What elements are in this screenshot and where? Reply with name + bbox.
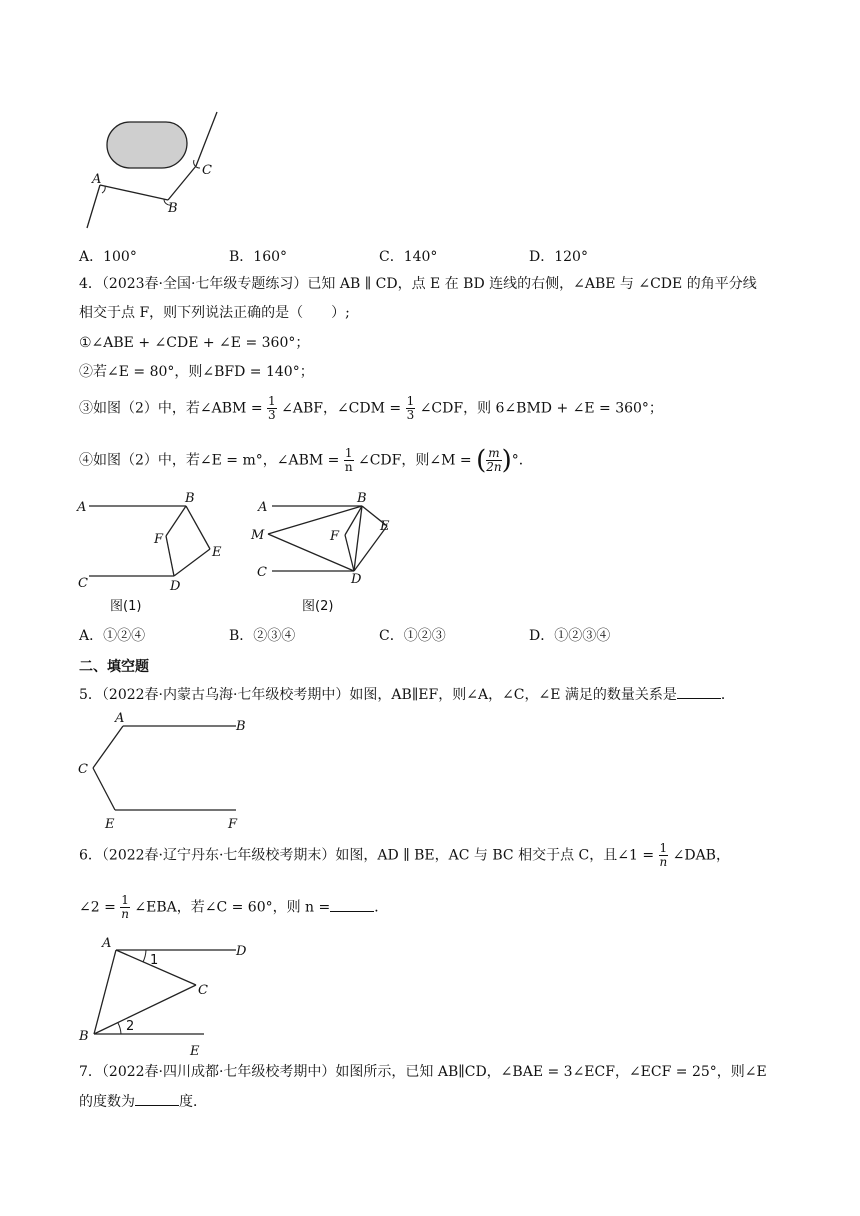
q5-label-b: B (236, 719, 246, 734)
q4-stem-line2: 相交于点 F，则下列说法正确的是（ ）; (79, 305, 350, 321)
q4-option-d[interactable]: D．①②③④ (529, 628, 611, 644)
q4-s4-mid: ∠CDF，则∠M = (357, 452, 472, 469)
q4-figure-2-caption: 图(2) (302, 599, 334, 612)
q4-s4-res-den: 2n (486, 460, 502, 474)
q5-label-f: F (228, 817, 238, 832)
q6-label-c: C (198, 983, 208, 998)
q6-frac2-num: 1 (121, 893, 129, 907)
q4-s3-frac2-num: 1 (406, 394, 415, 408)
q6-line2-pre: ∠2 = (79, 899, 116, 916)
q4-s3-fraction-2 (406, 395, 416, 422)
q4-statement-2: ②若∠E = 80°，则∠BFD = 140°； (79, 364, 314, 380)
q4-option-b[interactable]: B．②③④ (229, 628, 296, 644)
q5-stem-text: 5．（2022春·内蒙古乌海·七年级校考期中）如图，AB∥EF，则∠A，∠C，∠E 满足的数量关系是 (79, 687, 677, 703)
q6-frac1-num: 1 (659, 841, 668, 855)
q6-angle-2-label: 2 (126, 1019, 135, 1034)
q4-option-c[interactable]: C．①②③ (379, 628, 446, 644)
q4-f1-label-d: D (170, 579, 181, 594)
q4-f1-label-e: E (212, 545, 222, 560)
q4-s3-frac1-num: 1 (268, 394, 276, 408)
q6-stem-post: ∠DAB， (672, 847, 730, 864)
q3-label-a: A (92, 172, 102, 187)
q4-s3-fraction-1 (267, 395, 277, 422)
q4-s4-res-num: m (488, 446, 500, 460)
q6-figure (76, 934, 266, 1062)
q6-fraction-2 (120, 894, 130, 921)
q4-f2-label-a: A (258, 500, 268, 515)
q4-s3-frac1-den: 3 (268, 408, 276, 422)
q7-stem-line1: 7．（2022春·四川成都·七年级校考期中）如图所示，已知 AB∥CD，∠BAE = 3∠ECF，∠ECF = 25°，则∠E (79, 1064, 767, 1080)
q4-f1-label-c: C (78, 576, 88, 591)
q6-frac1-den: n (659, 855, 668, 869)
q5-label-a: A (115, 711, 125, 726)
q6-answer-blank[interactable] (330, 897, 374, 912)
q4-s4-result-fraction (486, 447, 501, 474)
q6-angle-1-label: 1 (150, 953, 159, 968)
q4-s3-mid: ∠ABF，∠CDM = (281, 400, 402, 417)
q5-label-c: C (78, 762, 88, 777)
q3-option-a[interactable]: A．100° (79, 249, 137, 265)
q4-s3-frac2-den: 3 (406, 408, 415, 422)
q6-stem-line2 (79, 894, 388, 921)
q6-end: ． (374, 899, 389, 916)
q6-label-b: B (79, 1029, 89, 1044)
q7-stem-line2 (79, 1091, 207, 1112)
q6-label-e: E (190, 1044, 200, 1059)
q4-f1-label-b: B (185, 492, 195, 506)
q4-f2-label-m: M (251, 528, 265, 543)
q4-f2-label-b: B (357, 492, 367, 506)
q3-figure (80, 108, 240, 238)
q5-label-e: E (105, 817, 115, 832)
q4-option-a[interactable]: A．①②④ (79, 628, 146, 644)
q6-frac2-den: n (121, 907, 129, 921)
q4-statement-1: ①∠ABE + ∠CDE + ∠E = 360°； (79, 335, 310, 351)
q4-stem-line1: 4．（2023春·全国·七年级专题练习）已知 AB ∥ CD，点 E 在 BD 连线的右侧，∠ABE 与 ∠CDE 的角平分线 (79, 276, 757, 292)
q6-label-d: D (236, 944, 247, 959)
section-heading-fill-in: 二、填空题 (79, 659, 149, 675)
q6-label-a: A (102, 936, 112, 951)
q6-stem-line1 (79, 842, 730, 869)
q5-figure (76, 708, 266, 834)
q4-f2-label-f: F (330, 529, 340, 544)
q4-f2-label-d: D (351, 572, 362, 587)
q7-answer-blank[interactable] (135, 1091, 179, 1106)
q6-line2-post: ∠EBA，若∠C = 60°，则 n = (134, 899, 331, 916)
q4-s4-frac-den: n (344, 460, 353, 474)
q3-label-c: C (202, 163, 212, 178)
q6-fraction-1 (659, 842, 669, 869)
q4-s4-frac-num: 1 (344, 446, 353, 460)
q3-option-d[interactable]: D．120° (529, 249, 588, 265)
q4-s4-fraction (344, 447, 354, 474)
q4-figure-2 (250, 492, 410, 612)
q4-statement-4: ④如图（2）中，若∠E = m°，∠ABM = $\frac{1}{n}$ ∠CDF，则∠M = ( $\frac{m}{2n}$ )°． (79, 445, 533, 476)
q5-answer-blank[interactable] (677, 684, 721, 699)
q5-stem (79, 684, 735, 705)
q4-f2-label-c: C (257, 565, 267, 580)
q3-option-c[interactable]: C．140° (379, 249, 438, 265)
q6-stem-pre: 6．（2022春·辽宁丹东·七年级校考期末）如图，AD ∥ BE，AC 与 BC 相交于点 C，且∠1 = (79, 847, 655, 864)
q4-s4-pre: ④如图（2）中，若∠E = m°，∠ABM = (79, 452, 340, 469)
q4-statement-3 (79, 395, 663, 422)
q4-figure-1-caption: 图(1) (110, 599, 142, 612)
q4-f1-label-f: F (154, 532, 164, 547)
q4-s4-post: °． (511, 452, 533, 469)
q5-stem-end: ． (720, 687, 735, 703)
q3-option-b[interactable]: B．160° (229, 249, 288, 265)
q7-line2-post: 度． (179, 1094, 207, 1110)
q4-figure-1 (74, 492, 234, 612)
q3-label-b: B (168, 201, 178, 216)
q4-f1-label-a: A (77, 500, 87, 515)
q4-s3-pre: ③如图（2）中，若∠ABM = (79, 400, 263, 417)
q4-s3-post: ∠CDF，则 6∠BMD + ∠E = 360°； (419, 400, 663, 417)
q7-line2-pre: 的度数为 (79, 1094, 135, 1110)
q4-f2-label-e: E (380, 519, 390, 534)
